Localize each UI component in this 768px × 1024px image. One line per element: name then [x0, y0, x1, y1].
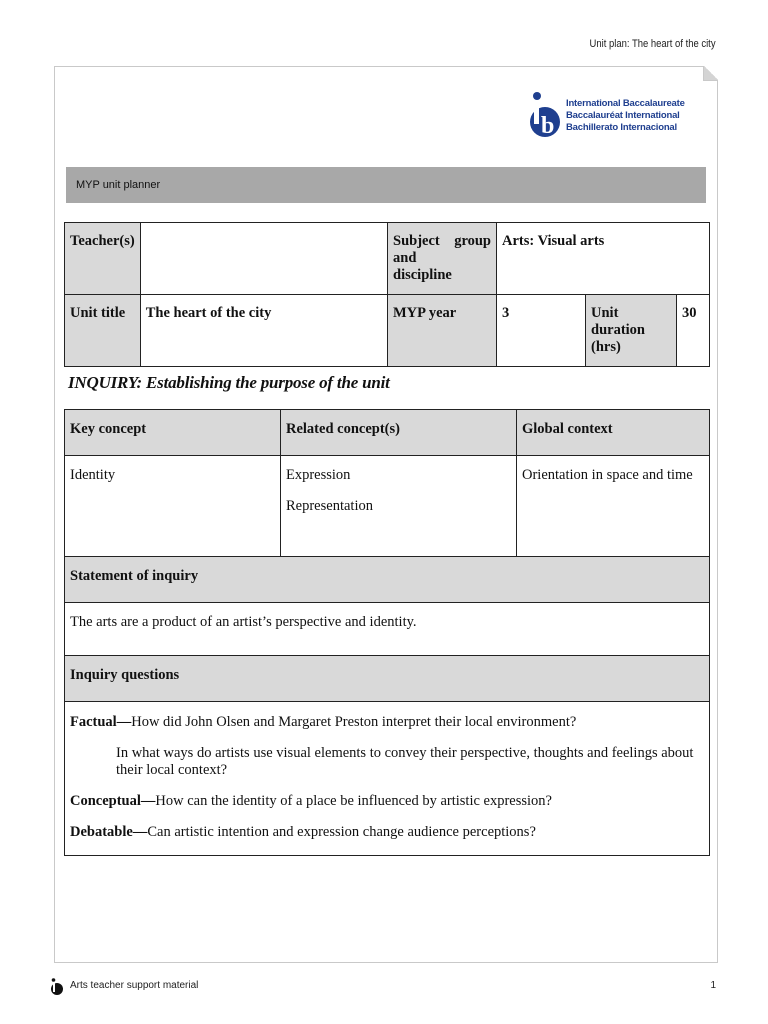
unit-duration-label — [586, 295, 677, 367]
teacher-label: Teacher(s) — [65, 223, 141, 295]
factual-question-2: In what ways do artists use visual elements to convey their perspective, thoughts and feelings about their local context? — [116, 745, 694, 778]
ib-logo-line-3: Bachillerato Internacional — [566, 122, 677, 133]
myp-year-value: 3 — [497, 295, 586, 367]
ib-footer-icon — [50, 977, 64, 997]
subject-label-line-2: discipline — [393, 267, 452, 283]
teacher-value — [140, 223, 387, 295]
ib-logo-line-2: Baccalauréat International — [566, 110, 680, 121]
conceptual-question-text: How can the identity of a place be influenced by artistic expression? — [155, 793, 552, 809]
global-context-value: Orientation in space and time — [517, 456, 710, 557]
footer-text: Arts teacher support material — [70, 980, 199, 991]
conceptual-label: Conceptual— — [70, 793, 156, 809]
subject-group-value: Arts: Visual arts — [497, 223, 710, 295]
duration-label-line-2: (hrs) — [591, 339, 621, 355]
key-concept-value: Identity — [65, 456, 281, 557]
ib-logo-text — [566, 98, 685, 134]
unit-title-value: The heart of the city — [140, 295, 387, 367]
table-row — [65, 702, 710, 856]
factual-label: Factual— — [70, 714, 132, 730]
table-row — [65, 557, 710, 603]
unit-info-table — [64, 222, 710, 367]
running-header: Unit plan: The heart of the city — [589, 38, 716, 50]
ib-logo — [528, 86, 685, 146]
inquiry-questions-header: Inquiry questions — [65, 656, 710, 702]
inquiry-table — [64, 409, 710, 856]
page-fold-corner — [703, 66, 718, 81]
ib-logo-line-1: International Baccalaureate — [566, 98, 685, 109]
global-context-header: Global context — [517, 410, 710, 456]
subject-label-line-1: Subject group and — [393, 233, 491, 266]
subject-group-label — [388, 223, 497, 295]
factual-question-1: How did John Olsen and Margaret Preston interpret their local environment? — [131, 714, 577, 730]
key-concept-header: Key concept — [65, 410, 281, 456]
related-concept-2: Representation — [286, 498, 373, 514]
debatable-question — [70, 824, 704, 841]
table-row — [65, 456, 710, 557]
duration-label-line-1: Unit duration — [591, 305, 645, 338]
conceptual-question — [70, 793, 704, 810]
debatable-question-text: Can artistic intention and expression change audience perceptions? — [147, 824, 536, 840]
statement-of-inquiry-header: Statement of inquiry — [65, 557, 710, 603]
myp-unit-planner-bar: MYP unit planner — [66, 167, 706, 203]
page-number: 1 — [710, 980, 716, 991]
related-concepts-header: Related concept(s) — [281, 410, 517, 456]
table-row — [65, 295, 710, 367]
related-concepts-value — [281, 456, 517, 557]
inquiry-questions — [65, 702, 710, 856]
related-concept-1: Expression — [286, 467, 351, 483]
factual-question — [70, 714, 704, 731]
svg-text:b: b — [541, 113, 555, 139]
table-row — [65, 410, 710, 456]
unit-duration-value: 30 — [677, 295, 710, 367]
statement-of-inquiry: The arts are a product of an artist’s perspective and identity. — [65, 603, 710, 656]
unit-title-label: Unit title — [65, 295, 141, 367]
debatable-label: Debatable— — [70, 824, 148, 840]
table-row — [65, 223, 710, 295]
table-row — [65, 603, 710, 656]
inquiry-section-title: INQUIRY: Establishing the purpose of the unit — [68, 373, 390, 392]
table-row — [65, 656, 710, 702]
myp-year-label: MYP year — [388, 295, 497, 367]
ib-logo-icon — [528, 86, 562, 146]
